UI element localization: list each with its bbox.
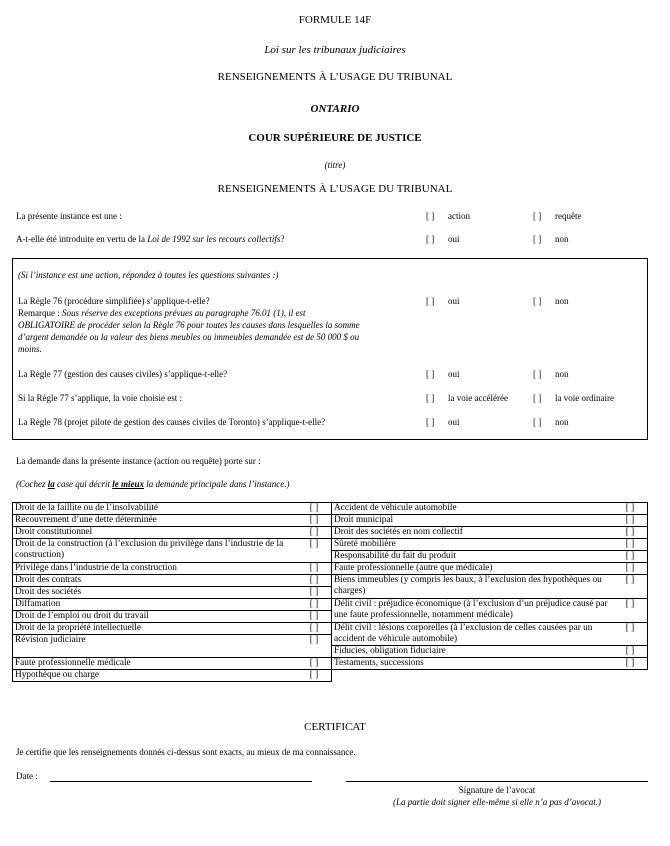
case-type-label: Droit de la faillite ou de l’insolvabilité xyxy=(13,503,298,515)
proceeding-title-placeholder: (titre) xyxy=(324,160,346,170)
case-type-label: Révision judiciaire xyxy=(13,635,298,658)
case-type-checkbox[interactable]: [ ] xyxy=(613,658,648,670)
claim-subject-question: La demande dans la présente instance (action ou requête) porte sur : xyxy=(16,456,261,466)
action-questions-box xyxy=(12,258,648,440)
case-type-label: Testaments, successions xyxy=(332,658,614,670)
question-class-proceedings: A-t-elle été introduite en vertu de la Loi de 1992 sur les recours collectifs? xyxy=(16,234,285,244)
case-type-label: Droit de l’emploi ou droit du travail xyxy=(13,611,298,623)
checkbox-action[interactable]: [ ] xyxy=(426,211,435,221)
question-proceeding-type: La présente instance est une : xyxy=(16,211,122,221)
case-type-checkbox[interactable]: [ ] xyxy=(297,623,332,635)
case-type-label: Faute professionnelle médicale xyxy=(13,658,298,670)
case-type-table xyxy=(12,502,648,682)
action-instructions: (Si l’instance est une action, répondez à toutes les questions suivantes :) xyxy=(18,270,279,280)
case-type-checkbox[interactable]: [ ] xyxy=(297,563,332,575)
case-type-label: Droit municipal xyxy=(332,515,614,527)
case-type-checkbox[interactable]: [ ] xyxy=(613,563,648,575)
case-type-label: Délit civil : préjudice économique (à l’exclusion d’un préjudice causé par une faute professionnelle, notamment médicale) xyxy=(332,599,614,623)
case-type-checkbox[interactable]: [ ] xyxy=(297,503,332,515)
option-no-label: non xyxy=(555,234,569,244)
case-type-label: Droit de la construction (à l’exclusion du privilège dans l’industrie de la construction) xyxy=(13,539,298,563)
case-type-checkbox[interactable]: [ ] xyxy=(613,527,648,539)
form-number: FORMULE 14F xyxy=(298,14,372,26)
case-type-label: Responsabilité du fait du produit xyxy=(332,551,614,563)
province: ONTARIO xyxy=(310,103,360,115)
case-type-checkbox[interactable]: [ ] xyxy=(613,539,648,551)
option-no-label: non xyxy=(555,369,569,379)
rule-76-remark-line4: moins. xyxy=(18,344,42,354)
table-row xyxy=(13,563,648,575)
case-type-checkbox[interactable]: [ ] xyxy=(613,515,648,527)
table-row xyxy=(13,623,648,635)
case-type-checkbox[interactable]: [ ] xyxy=(297,658,332,670)
checkbox-rule76-no[interactable]: [ ] xyxy=(533,296,542,306)
table-row xyxy=(13,670,648,682)
claim-instructions: (Cochez la case qui décrit le mieux la demande principale dans l’instance.) xyxy=(16,479,290,489)
case-type-checkbox[interactable]: [ ] xyxy=(297,635,332,658)
certificate-title: CERTIFICAT xyxy=(304,721,366,733)
option-yes-label: oui xyxy=(448,296,460,306)
question-rule-77-track: Si la Règle 77 s’applique, la voie choisie est : xyxy=(18,393,182,403)
option-no-label: non xyxy=(555,296,569,306)
case-type-label: Droit de la propriété intellectuelle xyxy=(13,623,298,635)
case-type-checkbox[interactable]: [ ] xyxy=(613,551,648,563)
checkbox-rule78-yes[interactable]: [ ] xyxy=(426,417,435,427)
table-row xyxy=(13,539,648,551)
rule-76-remark-line2: OBLIGATOIRE de procéder selon la Règle 76 pour toutes les causes dans lesquelles la somme xyxy=(18,320,360,330)
signature-note: (La partie doit signer elle-même si elle n’a pas d’avocat.) xyxy=(393,797,601,807)
option-application-label: requête xyxy=(555,211,582,221)
case-type-label: Fiducies, obligation fiduciaire xyxy=(332,646,614,658)
form-title-secondary: RENSEIGNEMENTS À L’USAGE DU TRIBUNAL xyxy=(217,183,453,195)
case-type-checkbox[interactable]: [ ] xyxy=(297,587,332,599)
case-type-label: Diffamation xyxy=(13,599,298,611)
case-type-checkbox[interactable]: [ ] xyxy=(613,575,648,599)
rule-76-remark-line3: d’argent demandée ou la valeur des biens meubles ou immeubles demandée est de 50 000 $ ou xyxy=(18,332,360,342)
case-type-checkbox[interactable]: [ ] xyxy=(297,575,332,587)
case-type-checkbox[interactable]: [ ] xyxy=(297,670,332,682)
checkbox-rule77-yes[interactable]: [ ] xyxy=(426,369,435,379)
court-name: COUR SUPÉRIEURE DE JUSTICE xyxy=(248,132,422,144)
option-yes-label: oui xyxy=(448,234,460,244)
checkbox-class-no[interactable]: [ ] xyxy=(533,234,542,244)
act-name: Loi sur les tribunaux judiciaires xyxy=(264,44,406,56)
case-type-checkbox[interactable]: [ ] xyxy=(297,515,332,527)
date-label: Date : xyxy=(16,771,38,781)
option-no-label: non xyxy=(555,417,569,427)
question-rule-78: La Règle 78 (projet pilote de gestion des causes civiles de Toronto) s’applique-t-elle? xyxy=(18,417,326,427)
question-rule-77: La Règle 77 (gestion des causes civiles) s’applique-t-elle? xyxy=(18,369,228,379)
case-type-checkbox[interactable]: [ ] xyxy=(297,611,332,623)
case-type-label: Délit civil : lésions corporelles (à l’exclusion de celles causées par un accident de véhicule automobile) xyxy=(332,623,614,646)
case-type-label: Droit des contrats xyxy=(13,575,298,587)
rule-76-remark: Remarque : Sous réserve des exceptions prévues au paragraphe 76.01 (1), il est xyxy=(18,308,306,318)
case-type-label: Hypothèque ou charge xyxy=(13,670,298,682)
case-type-checkbox[interactable]: [ ] xyxy=(297,539,332,563)
table-row xyxy=(13,599,648,611)
case-type-label: Sûreté mobilière xyxy=(332,539,614,551)
case-type-checkbox[interactable]: [ ] xyxy=(613,599,648,623)
form-title: RENSEIGNEMENTS À L’USAGE DU TRIBUNAL xyxy=(217,71,453,83)
table-row xyxy=(13,658,648,670)
table-row xyxy=(13,503,648,515)
checkbox-standard-track[interactable]: [ ] xyxy=(533,393,542,403)
question-rule-76: La Règle 76 (procédure simplifiée) s’applique-t-elle? xyxy=(18,296,210,306)
option-yes-label: oui xyxy=(448,417,460,427)
case-type-label: Accident de véhicule automobile xyxy=(332,503,614,515)
checkbox-rule78-no[interactable]: [ ] xyxy=(533,417,542,427)
table-row xyxy=(13,575,648,587)
case-type-label: Privilège dans l’industrie de la construction xyxy=(13,563,298,575)
option-standard-track-label: la voie ordinaire xyxy=(555,393,614,403)
case-type-label: Droit constitutionnel xyxy=(13,527,298,539)
case-type-label: Biens immeubles (y compris les baux, à l’exclusion des hypothèques ou charges) xyxy=(332,575,614,599)
case-type-checkbox[interactable]: [ ] xyxy=(613,646,648,658)
certificate-statement: Je certifie que les renseignements donnés ci-dessus sont exacts, au mieux de ma connaissance. xyxy=(16,747,356,757)
table-row xyxy=(13,515,648,527)
signature-field[interactable] xyxy=(346,781,648,782)
table-row xyxy=(13,527,648,539)
case-type-checkbox[interactable]: [ ] xyxy=(297,527,332,539)
case-type-checkbox[interactable]: [ ] xyxy=(297,599,332,611)
signature-label: Signature de l’avocat xyxy=(458,785,536,795)
checkbox-fast-track[interactable]: [ ] xyxy=(426,393,435,403)
checkbox-rule76-yes[interactable]: [ ] xyxy=(426,296,435,306)
option-yes-label: oui xyxy=(448,369,460,379)
checkbox-rule77-no[interactable]: [ ] xyxy=(533,369,542,379)
case-type-checkbox[interactable]: [ ] xyxy=(613,503,648,515)
case-type-label: Recouvrement d’une dette déterminée xyxy=(13,515,298,527)
checkbox-class-yes[interactable]: [ ] xyxy=(426,234,435,244)
option-action-label: action xyxy=(448,211,470,221)
case-type-label: Droit des sociétés xyxy=(13,587,298,599)
option-fast-track-label: la voie accélérée xyxy=(448,393,508,403)
case-type-checkbox[interactable]: [ ] xyxy=(613,623,648,646)
case-type-label: Droit des sociétés en nom collectif xyxy=(332,527,614,539)
date-field[interactable] xyxy=(50,781,312,782)
checkbox-application[interactable]: [ ] xyxy=(533,211,542,221)
case-type-label: Faute professionnelle (autre que médicale) xyxy=(332,563,614,575)
